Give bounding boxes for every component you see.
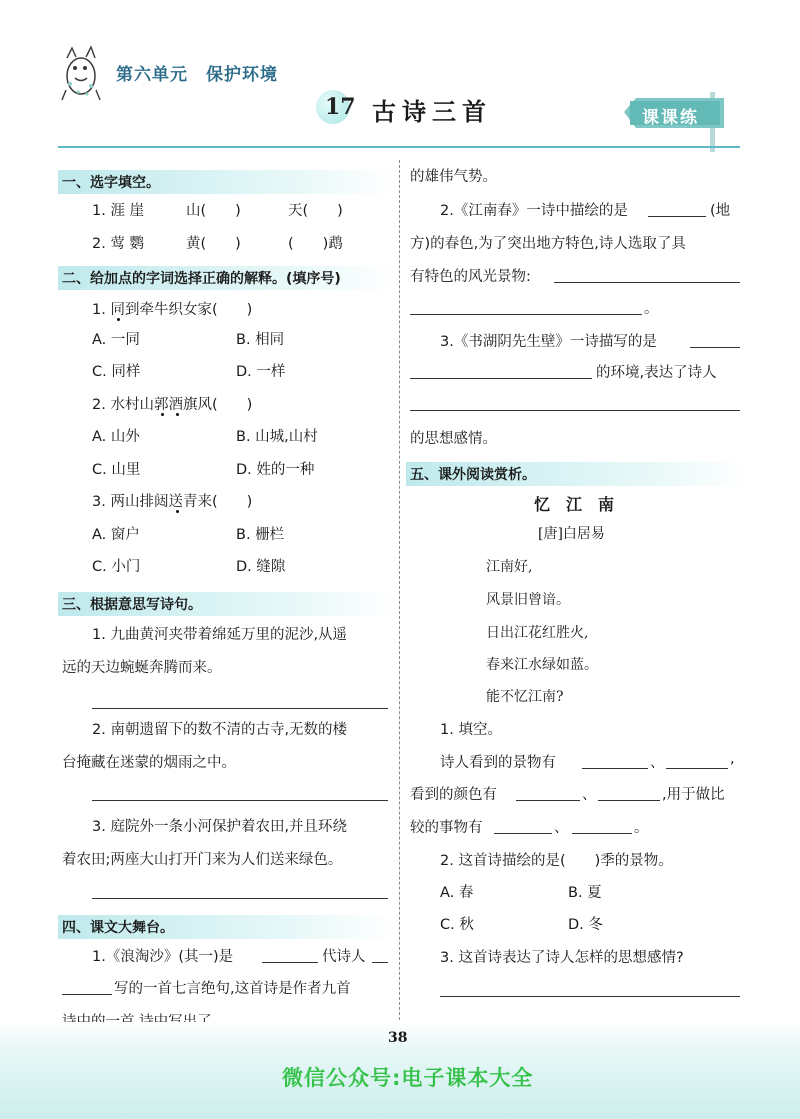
s2-q2-option-d: D. 姓的一种 [236, 462, 315, 478]
s5-q1-line3-b: 、 [554, 820, 569, 836]
s3-q2-line2: 台掩藏在迷蒙的烟雨之中。 [62, 755, 236, 771]
s5-q1-line1-b: 、 [650, 755, 665, 771]
s2-q3-option-d: D. 缝隙 [236, 559, 286, 575]
poem-title: 忆 江 南 [534, 495, 615, 514]
s2-q2-option-c: C. 山里 [92, 462, 141, 478]
emphasis-dot [176, 413, 179, 416]
s2-q2: 2. 水村山郭酒旗风( ) [92, 397, 253, 413]
s2-q2-option-a: A. 山外 [92, 429, 140, 445]
section-2-heading: 二、给加点的字词选择正确的解释。(填序号) [58, 266, 394, 290]
section-5-heading: 五、课外阅读赏析。 [406, 462, 750, 486]
answer-line[interactable] [554, 282, 740, 283]
answer-line[interactable] [690, 347, 740, 348]
s5-q2-option-d: D. 冬 [568, 917, 603, 933]
answer-line[interactable] [410, 378, 592, 379]
s4-q3-line2: 的环境,表达了诗人 [596, 365, 717, 381]
lesson-number: 17 [325, 94, 356, 120]
answer-line[interactable] [372, 962, 388, 963]
answer-line[interactable] [516, 800, 580, 801]
s4-q2-line1-b: (地 [710, 203, 731, 219]
answer-line[interactable] [648, 216, 706, 217]
poem-author: [唐]白居易 [538, 526, 605, 542]
s5-q1-line3-c: 。 [634, 820, 649, 836]
answer-line[interactable] [494, 833, 552, 834]
answer-line[interactable] [666, 768, 728, 769]
s4-q2-line2: 方)的春色,为了突出地方特色,诗人选取了具 [410, 236, 686, 252]
answer-line[interactable] [410, 410, 740, 411]
s2-q1-option-b: B. 相同 [236, 332, 285, 348]
s3-q3-line2: 着农田;两座大山打开门来为人们送来绿色。 [62, 852, 343, 868]
s3-q1-line1: 1. 九曲黄河夹带着绵延万里的泥沙,从遥 [92, 627, 348, 643]
unit-title: 第六单元 保护环境 [116, 65, 278, 85]
s4-q2-end: 。 [644, 301, 659, 317]
watermark-text: 微信公众号:电子课本大全 [282, 1066, 534, 1090]
s5-q1: 1. 填空。 [440, 722, 502, 738]
s2-q1-option-c: C. 同样 [92, 364, 141, 380]
tag-label: 课课练 [642, 108, 699, 128]
s4-line1-b: 代诗人 [322, 949, 366, 965]
s2-q1-option-d: D. 一样 [236, 364, 286, 380]
answer-line[interactable] [92, 800, 388, 801]
poem-line: 日出江花红胜火, [486, 625, 589, 641]
s4-continuation: 的雄伟气势。 [410, 169, 497, 185]
q2-blank-a: 黄( ) [186, 236, 241, 252]
answer-line[interactable] [582, 768, 648, 769]
poem-line: 春来江水绿如蓝。 [486, 657, 598, 673]
section-3-heading: 三、根据意思写诗句。 [58, 592, 394, 616]
answer-line[interactable] [572, 833, 632, 834]
s3-q2-line1: 2. 南朝遗留下的数不清的古寺,无数的楼 [92, 722, 348, 738]
section-1-heading: 一、选字填空。 [58, 170, 394, 194]
s5-q1-line3-a: 较的事物有 [410, 820, 483, 836]
s5-q1-line2-c: ,用于做比 [662, 787, 725, 803]
s2-q3-option-b: B. 栅栏 [236, 527, 285, 543]
poem-line: 能不忆江南? [486, 689, 564, 705]
q1-blank-b: 天( ) [288, 203, 343, 219]
s5-q1-line1-a: 诗人看到的景物有 [440, 755, 556, 771]
answer-line[interactable] [92, 898, 388, 899]
answer-line[interactable] [440, 996, 740, 997]
s4-q3-line3: 的思想感情。 [410, 431, 497, 447]
s5-q2-option-a: A. 春 [440, 885, 474, 901]
s4-q3-line1: 3.《书湖阴先生壁》一诗描写的是 [440, 334, 657, 350]
s2-q3: 3. 两山排闼送青来( ) [92, 494, 253, 510]
s5-q1-line2-b: 、 [582, 787, 597, 803]
s2-q1: 1. 同到牵牛织女家( ) [92, 302, 253, 318]
page-number: 38 [388, 1030, 408, 1046]
s4-line1-a: 1.《浪淘沙》(其一)是 [92, 949, 234, 965]
s3-q3-line1: 3. 庭院外一条小河保护着农田,并且环绕 [92, 819, 348, 835]
s4-q2-line1-a: 2.《江南春》一诗中描绘的是 [440, 203, 628, 219]
section-4-heading: 四、课文大舞台。 [58, 915, 394, 939]
s4-line2: 写的一首七言绝句,这首诗是作者九首 [114, 981, 351, 997]
emphasis-dot [117, 318, 120, 321]
s3-q1-line2: 远的天边蜿蜒奔腾而来。 [62, 660, 222, 676]
s5-q2-option-b: B. 夏 [568, 885, 602, 901]
s4-q2-line3: 有特色的风光景物: [410, 269, 531, 285]
q1-blank-a: 山( ) [186, 203, 241, 219]
poem-line: 江南好, [486, 559, 533, 575]
poem-line: 风景旧曾谙。 [486, 592, 570, 608]
column-divider [399, 160, 401, 1030]
s2-q2-option-b: B. 山城,山村 [236, 429, 318, 445]
answer-line[interactable] [410, 314, 642, 315]
answer-line[interactable] [92, 708, 388, 709]
s5-q2: 2. 这首诗描绘的是( )季的景物。 [440, 853, 673, 869]
s2-q1-option-a: A. 一同 [92, 332, 140, 348]
s2-q3-option-c: C. 小门 [92, 559, 141, 575]
header-rule [58, 146, 740, 148]
answer-line[interactable] [62, 994, 112, 995]
emphasis-dot [161, 413, 164, 416]
lesson-title: 古诗三首 [372, 97, 492, 126]
q1-label: 1. 涯 崖 [92, 203, 145, 219]
emphasis-dot [176, 510, 179, 513]
answer-line[interactable] [598, 800, 660, 801]
answer-line[interactable] [262, 962, 318, 963]
s5-q1-line1-c: , [730, 751, 735, 767]
q2-label: 2. 莺 鹦 [92, 236, 145, 252]
s5-q1-line2-a: 看到的颜色有 [410, 787, 497, 803]
s5-q3: 3. 这首诗表达了诗人怎样的思想感情? [440, 950, 684, 966]
q2-blank-b: ( )鹉 [288, 236, 343, 252]
s2-q3-option-a: A. 窗户 [92, 527, 140, 543]
mascot-illustration [58, 42, 104, 104]
s5-q2-option-c: C. 秋 [440, 917, 474, 933]
